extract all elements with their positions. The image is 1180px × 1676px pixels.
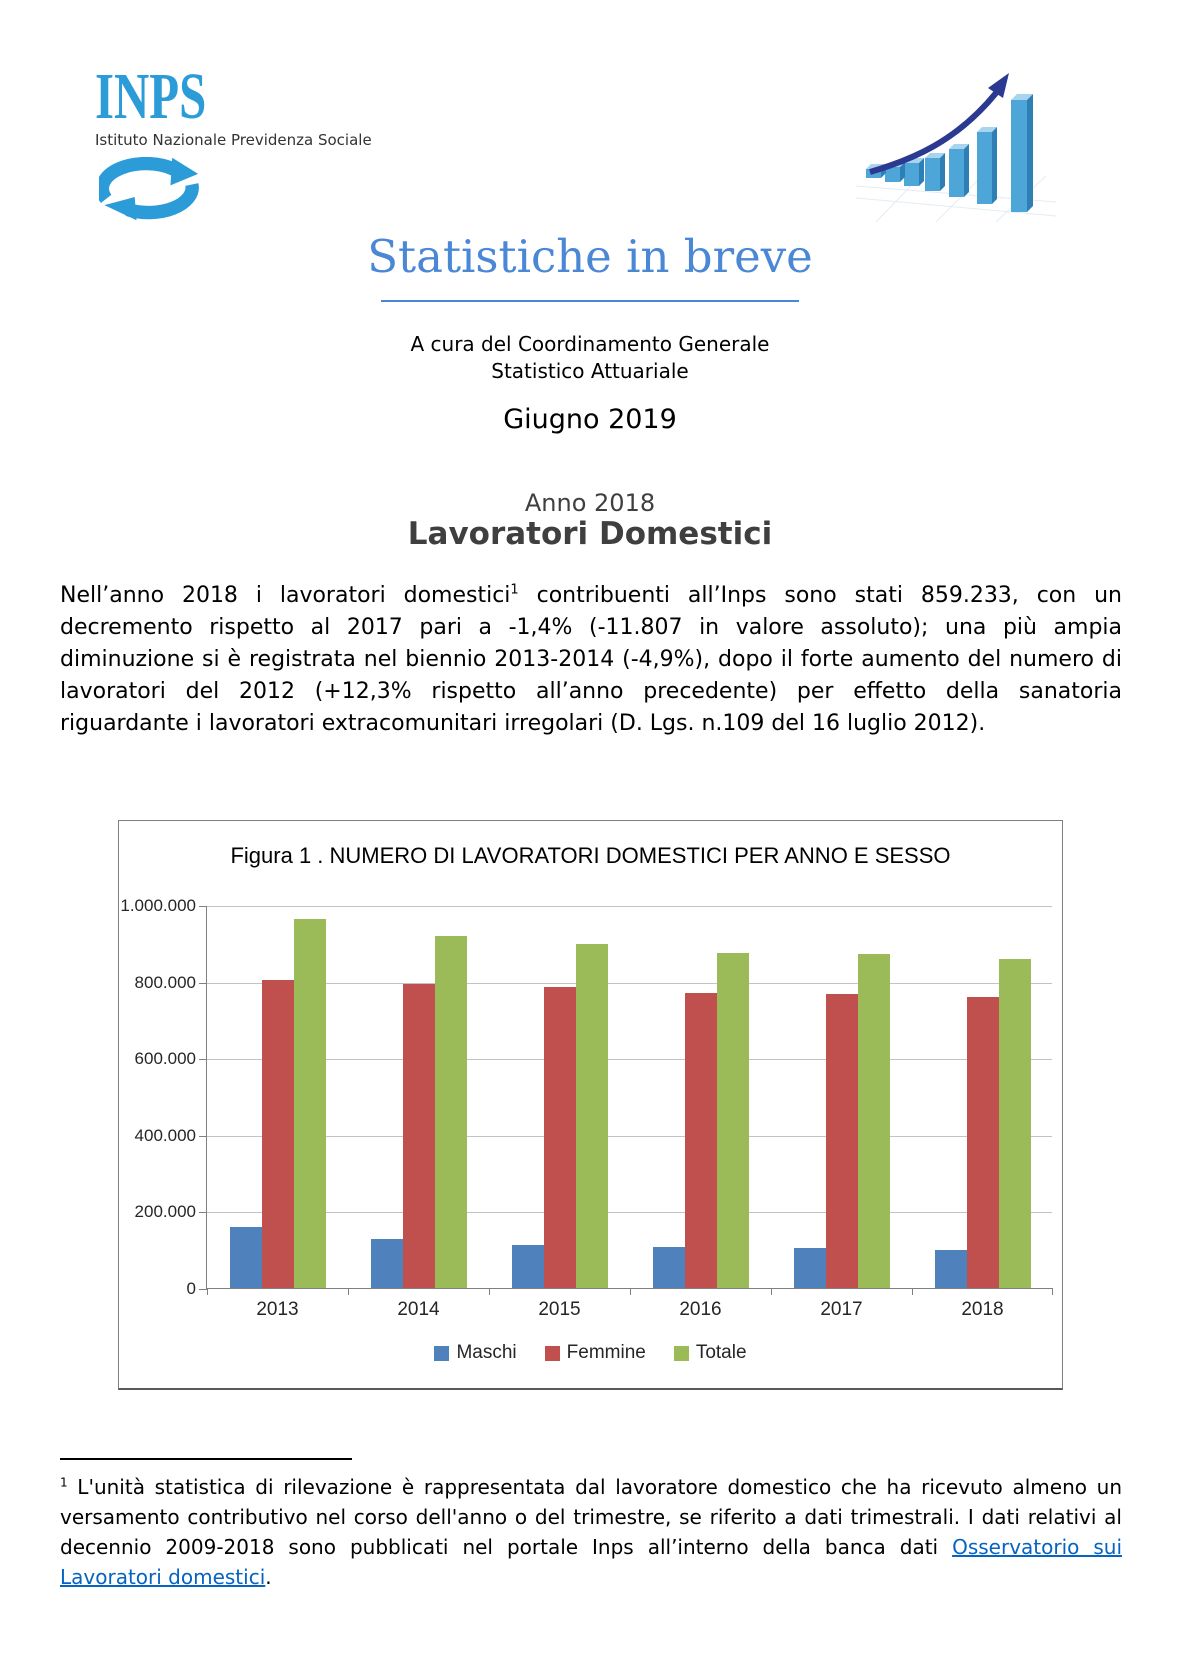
bar-maschi-2013 (230, 1227, 262, 1288)
x-axis-tick (1052, 1288, 1053, 1295)
x-tick-label: 2017 (820, 1299, 863, 1320)
bar-totale-2014 (435, 936, 467, 1288)
page-title: Statistiche in breve (367, 230, 813, 283)
bar-femmine-2017 (826, 994, 858, 1288)
inps-logo (95, 60, 372, 221)
bar-totale-2017 (858, 954, 890, 1288)
y-axis-tick (199, 1212, 207, 1213)
figure-title: Figura 1 . NUMERO DI LAVORATORI DOMESTICI PER ANNO E SESSO (230, 843, 951, 868)
x-axis-tick (771, 1288, 772, 1295)
bar-maschi-2015 (512, 1245, 544, 1288)
gridline (207, 906, 1052, 907)
footnote-text: L'unità statistica di rilevazione è rappresentata dal lavoratore domestico che ha ricevuto almeno un versamento contributivo nel corso dell'anno o del trimestre, se riferito a dati trimestrali. I dati relativi al decennio 2009-2018 sono pubblicati nel portale Inps all’interno della banca dati (60, 1475, 1122, 1559)
bar-maschi-2018 (935, 1250, 967, 1288)
footnote-rule (60, 1458, 352, 1460)
x-tick-label: 2016 (679, 1299, 722, 1320)
y-tick-label: 1.000.000 (120, 896, 196, 915)
inps-subtitle: Istituto Nazionale Previdenza Sociale (95, 130, 372, 149)
legend-swatch (674, 1346, 689, 1361)
byline-line2: Statistico Attuariale (491, 359, 689, 383)
y-axis-tick (199, 906, 207, 907)
intro-text-before-footnote-ref: Nell’anno 2018 i lavoratori domestici (60, 583, 511, 608)
footnote-text-end: . (265, 1565, 272, 1589)
legend-label: Maschi (456, 1342, 517, 1363)
x-axis-tick (348, 1288, 349, 1295)
issue-date: Giugno 2019 (503, 404, 677, 435)
y-axis-tick (199, 1289, 207, 1290)
footnote (60, 1472, 1122, 1592)
report-subject: Lavoratori Domestici (407, 516, 773, 552)
bar-maschi-2014 (371, 1239, 403, 1288)
legend-label: Femmine (566, 1342, 646, 1363)
footnote-link[interactable]: Osservatorio sui Lavoratori domestici (60, 1535, 1122, 1589)
footnote-number: 1 (60, 1475, 68, 1490)
x-tick-label: 2015 (538, 1299, 581, 1320)
y-axis-tick (199, 983, 207, 984)
x-tick-label: 2018 (961, 1299, 1004, 1320)
legend-label: Totale (695, 1342, 747, 1363)
bar-femmine-2013 (262, 980, 294, 1288)
x-axis-tick (912, 1288, 913, 1295)
y-tick-label: 800.000 (134, 973, 196, 992)
bar-femmine-2014 (403, 984, 435, 1288)
swirl-arrows-icon (99, 157, 199, 221)
x-tick-label: 2014 (397, 1299, 440, 1320)
legend-item (434, 1342, 516, 1364)
y-axis-tick (199, 1136, 207, 1137)
y-tick-label: 200.000 (134, 1202, 196, 1221)
x-axis-tick (207, 1288, 208, 1295)
bar-maschi-2016 (653, 1247, 685, 1288)
bar-femmine-2018 (967, 997, 999, 1288)
x-axis-tick (630, 1288, 631, 1295)
3d-rising-bar-chart-icon (856, 60, 1056, 222)
y-tick-label: 0 (186, 1279, 196, 1298)
y-axis-tick (199, 1059, 207, 1060)
inps-acronym: INPS (95, 60, 207, 133)
report-period: Anno 2018 (524, 489, 656, 517)
bar-totale-2013 (294, 919, 326, 1288)
footnote-reference: 1 (510, 582, 519, 598)
byline-line1: A cura del Coordinamento Generale (410, 332, 770, 356)
x-axis-tick (489, 1288, 490, 1295)
bar-femmine-2016 (685, 993, 717, 1288)
y-tick-label: 400.000 (134, 1126, 196, 1145)
bar-totale-2015 (576, 944, 608, 1288)
legend-swatch (545, 1346, 560, 1361)
gridline (207, 1212, 1052, 1213)
bar-totale-2016 (717, 953, 749, 1289)
legend-swatch (434, 1346, 449, 1361)
intro-paragraph (60, 580, 1122, 740)
figure-legend (119, 1342, 1062, 1364)
gridline (207, 983, 1052, 984)
x-tick-label: 2013 (256, 1299, 299, 1320)
intro-text-after-footnote-ref: contribuenti all’Inps sono stati 859.233, con un decremento rispetto al 2017 pari a -1,4% (-11.807 in valore assoluto); una più ampia diminuzione si è registrata nel biennio 2013-2014 (-4,9%), dopo il forte aumento del numero di lavoratori del 2012 (+12,3% rispetto all’anno precedente) per effetto della sanatoria riguardante i lavoratori extracomunitari irregolari (D. Lgs. n.109 del 16 luglio 2012). (60, 583, 1123, 736)
gridline (207, 1136, 1052, 1137)
legend-item (674, 1342, 747, 1364)
title-underline (381, 300, 799, 302)
y-tick-label: 600.000 (134, 1049, 196, 1068)
figure-box (118, 820, 1063, 1390)
bar-femmine-2015 (544, 987, 576, 1288)
legend-item (545, 1342, 646, 1364)
byline (0, 331, 1180, 385)
bar-maschi-2017 (794, 1248, 826, 1288)
gridline (207, 1059, 1052, 1060)
bar-totale-2018 (999, 959, 1031, 1288)
figure-plot (120, 896, 1052, 1320)
